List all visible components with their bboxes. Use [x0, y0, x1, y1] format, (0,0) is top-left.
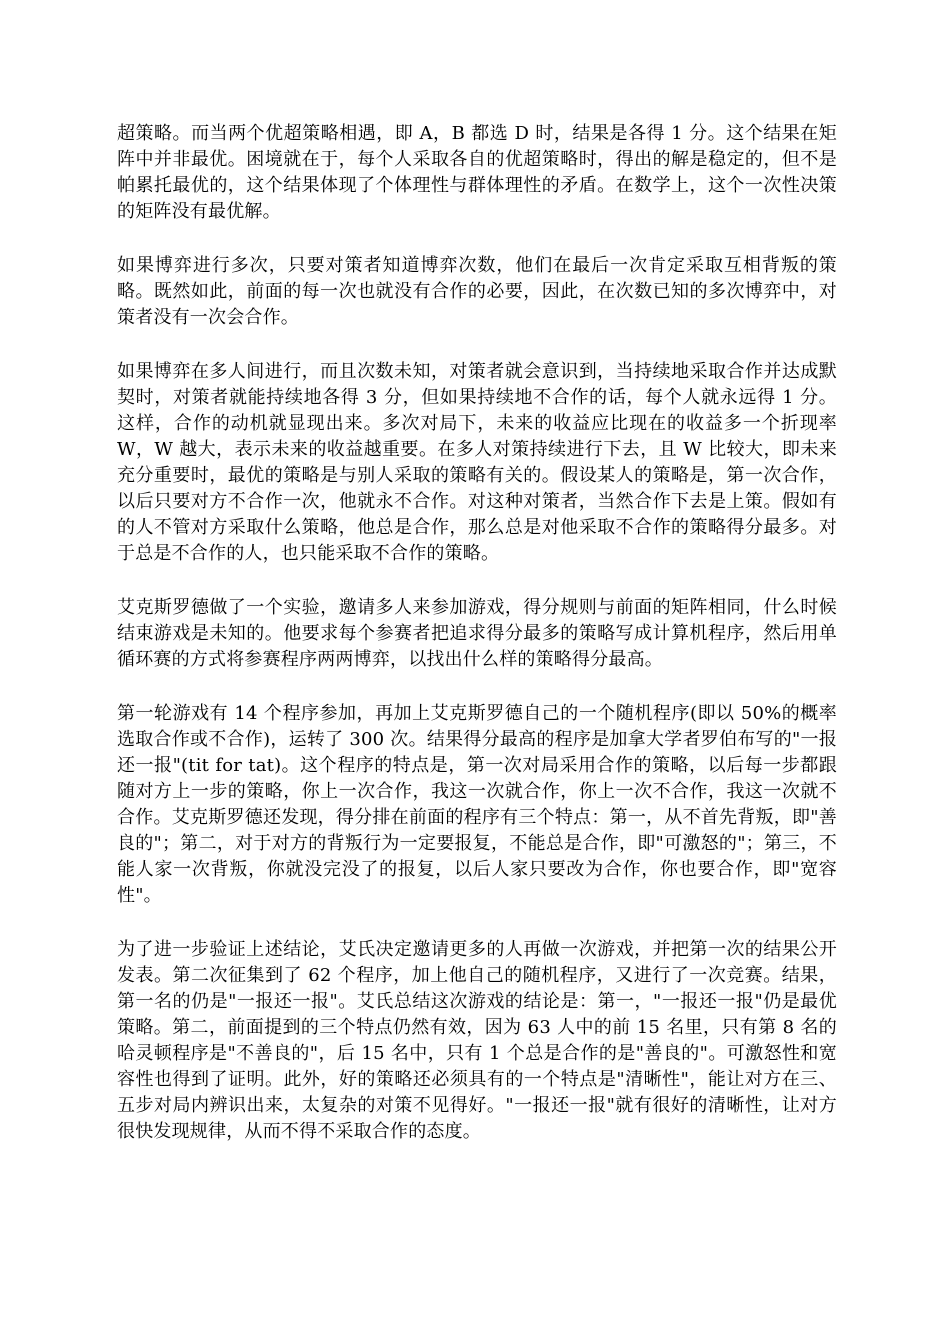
paragraph-4: 艾克斯罗德做了一个实验，邀请多人来参加游戏，得分规则与前面的矩阵相同，什么时候结束游戏是未知的。他要求每个参赛者把追求得分最多的策略写成计算机程序，然后用单循环赛的方式将参赛程序两两博弈，以找出什么样的策略得分最高。 [117, 597, 837, 670]
paragraph-3: 如果博弈在多人间进行，而且次数未知，对策者就会意识到，当持续地采取合作并达成默契时，对策者就能持续地各得 3 分，但如果持续地不合作的话，每个人就永远得 1 分。这样，合作的动机就显现出来。多次对局下，未来的收益应比现在的收益多一个折现率 W，W 越大，表示未来的收益越重要。在多人对策持续进行下去，且 W 比较大，即未来充分重要时，最优的策略是与别人采取的策略有关的。假设某人的策略是，第一次合作，以后只要对方不合作一次，他就永不合作。对这种对策者，当然合作下去是上策。假如有的人不管对方采取什么策略，他总是合作，那么总是对他采取不合作的策略得分最多。对于总是不合作的人，也只能采取不合作的策略。 [117, 361, 837, 564]
paragraph-1: 超策略。而当两个优超策略相遇，即 A，B 都选 D 时，结果是各得 1 分。这个结果在矩阵中并非最优。困境就在于，每个人采取各自的优超策略时，得出的解是稳定的，但不是帕累托最优的，这个结果体现了个体理性与群体理性的矛盾。在数学上，这个一次性决策的矩阵没有最优解。 [117, 123, 837, 222]
paragraph-2: 如果博弈进行多次，只要对策者知道博弈次数，他们在最后一次肯定采取互相背叛的策略。既然如此，前面的每一次也就没有合作的必要，因此，在次数已知的多次博弈中，对策者没有一次会合作。 [117, 255, 837, 328]
paragraph-5: 第一轮游戏有 14 个程序参加，再加上艾克斯罗德自己的一个随机程序(即以 50%的概率选取合作或不合作)，运转了 300 次。结果得分最高的程序是加拿大学者罗伯布写的"一报还一报"(tit for tat)。这个程序的特点是，第一次对局采用合作的策略，以后每一步都跟随对方上一步的策略，你上一次合作，我这一次就合作，你上一次不合作，我这一次就不合作。艾克斯罗德还发现，得分排在前面的程序有三个特点：第一，从不首先背叛，即"善良的"；第二，对于对方的背叛行为一定要报复，不能总是合作，即"可激怒的"；第三，不能人家一次背叛，你就没完没了的报复，以后人家只要改为合作，你也要合作，即"宽容性"。 [117, 703, 837, 906]
document-page [117, 121, 837, 1173]
paragraph-6: 为了进一步验证上述结论，艾氏决定邀请更多的人再做一次游戏，并把第一次的结果公开发表。第二次征集到了 62 个程序，加上他自己的随机程序，又进行了一次竞赛。结果，第一名的仍是"一报还一报"。艾氏总结这次游戏的结论是：第一，"一报还一报"仍是最优策略。第二，前面提到的三个特点仍然有效，因为 63 人中的前 15 名里，只有第 8 名的哈灵顿程序是"不善良的"，后 15 名中，只有 1 个总是合作的是"善良的"。可激怒性和宽容性也得到了证明。此外，好的策略还必须具有的一个特点是"清晰性"，能让对方在三、五步对局内辨识出来，太复杂的对策不见得好。"一报还一报"就有很好的清晰性，让对方很快发现规律，从而不得不采取合作的态度。 [117, 939, 837, 1142]
